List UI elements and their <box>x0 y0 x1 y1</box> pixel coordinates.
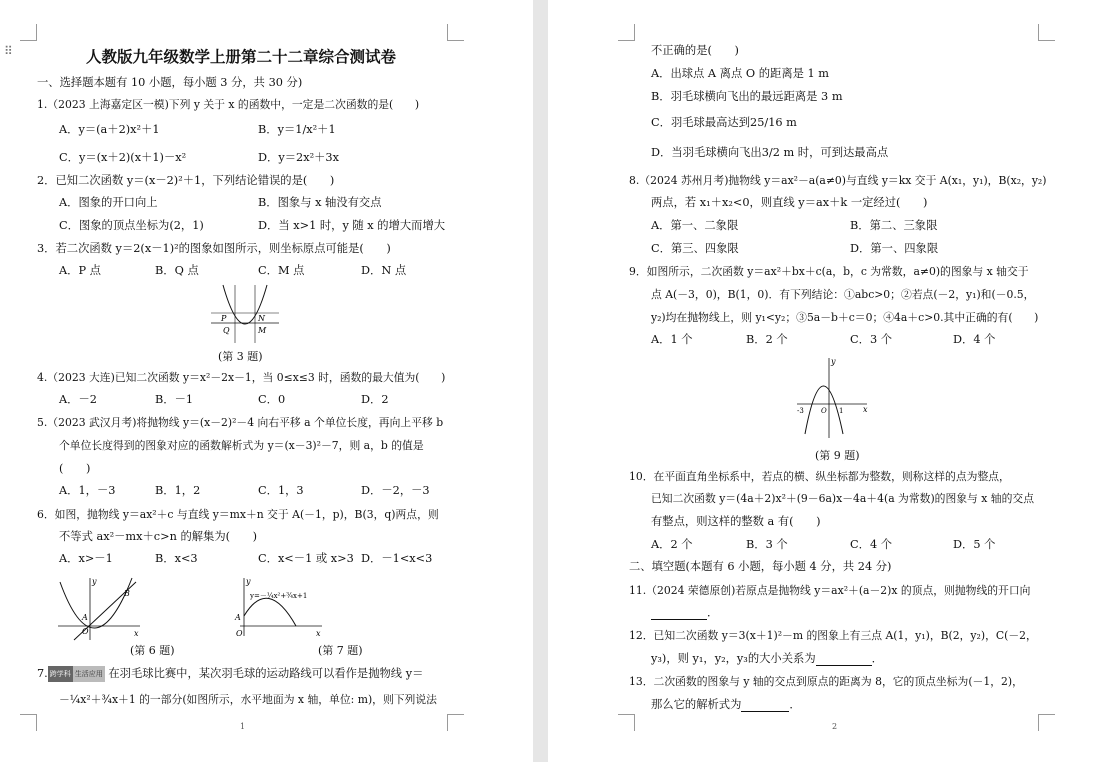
option-d: D．5 个 <box>953 538 996 551</box>
page-title: 人教版九年级数学上册第二十二章综合测试卷 <box>86 48 397 66</box>
question-8-line-2: 两点，若 x₁＋x₂<0，则直线 y＝ax＋k 一定经过( ) <box>651 196 928 209</box>
crop-mark <box>20 24 37 41</box>
tag-badge: 跨学科 <box>48 666 73 682</box>
option-c: C．M 点 <box>258 264 305 277</box>
option-c: C．y＝(x＋2)(x＋1)－x² <box>59 151 187 164</box>
question-10-line-1: 10．在平面直角坐标系中，若点的横、纵坐标都为整数，则称这样的点为整点， <box>629 470 1010 483</box>
question-7-line-2: －¼x²＋¾x＋1 的一部分(如图所示，水平地面为 x 轴，单位: m)，则下列说法 <box>59 693 437 706</box>
option-d: D．当 x>1 时，y 随 x 的增大而增大 <box>258 219 446 232</box>
option-c: C．羽毛球最高达到25/16 m <box>651 116 797 129</box>
answer-blank[interactable] <box>741 700 789 712</box>
question-4: 4.（2023 大连)已知二次函数 y＝x²－2x－1，当 0≤x≤3 时，函数的最大值为( ) <box>37 371 446 384</box>
answer-blank[interactable] <box>651 608 707 620</box>
crop-mark <box>447 714 464 731</box>
option-b: B．羽毛球横向飞出的最远距离是 3 m <box>651 90 843 103</box>
question-5-line-1: 5.（2023 武汉月考)将抛物线 y＝(x－2)²－4 向右平移 a 个单位长度，再向上平移 b <box>37 416 444 429</box>
label-x: x <box>134 629 139 638</box>
option-b: B．Q 点 <box>155 264 199 277</box>
figure-9-caption: (第 9 题) <box>815 449 860 462</box>
section-heading: 一、选择题本题有 10 小题，每小题 3 分，共 30 分) <box>37 76 303 89</box>
question-11-line-1: 11.（2024 荣德原创)若原点是抛物线 y＝ax²＋(a－2)x 的顶点，则抛物线的开口向 <box>629 584 1031 597</box>
option-d: D．N 点 <box>361 264 407 277</box>
option-b: B．图象与 x 轴没有交点 <box>258 196 382 209</box>
question-11-line-2: ． <box>651 606 718 620</box>
question-7-line-1 <box>37 666 423 682</box>
option-a: A．第一、二象限 <box>651 219 739 232</box>
figure-3-caption: (第 3 题) <box>218 350 263 363</box>
option-a: A．P 点 <box>59 264 101 277</box>
question-1: 1.（2023 上海嘉定区一模)下列 y 关于 x 的函数中，一定是二次函数的是( ) <box>37 98 420 111</box>
question-5-line-3: ( ) <box>59 462 91 475</box>
option-b: B．3 个 <box>746 538 788 551</box>
question-13-line-2: 那么它的解析式为 ． <box>651 698 801 711</box>
crop-mark <box>20 714 37 731</box>
option-d: D．－2，－3 <box>361 484 430 497</box>
option-d: D．当羽毛球横向飞出3/2 m 时，可到达最高点 <box>651 146 889 159</box>
question-3: 3．若二次函数 y＝2(x－1)²的图象如图所示，则坐标原点可能是( ) <box>37 242 391 255</box>
question-9-line-3: y₂)均在抛物线上，则 y₁<y₂；③5a－b＋c＝0；④4a＋c>0.其中正确的有( ) <box>651 311 1039 324</box>
curve-equation: y=－¼x²+¾x+1 <box>250 592 308 600</box>
figure-3-parabola <box>205 283 285 345</box>
label-p: P <box>221 314 227 323</box>
option-b: B．－1 <box>155 393 194 406</box>
question-9-line-2: 点 A(－3，0)，B(1，0)．有下列结论：①abc>0；②若点(－2，y₁)和(－0.5， <box>651 288 1035 301</box>
page-number: 2 <box>832 722 838 731</box>
question-13-line-1: 13．二次函数的图象与 y 轴的交点到原点的距离为 8，它的顶点坐标为(－1，2)， <box>629 675 1023 688</box>
option-a: A．1 个 <box>651 333 693 346</box>
label-n: N <box>258 314 265 323</box>
option-d: D．y＝2x²＋3x <box>258 151 339 164</box>
crop-mark <box>618 714 635 731</box>
option-a: A．x>－1 <box>59 552 113 565</box>
option-d: D．第一、四象限 <box>850 242 939 255</box>
label-o: O <box>821 407 827 415</box>
crop-mark <box>618 24 635 41</box>
option-d: D．－1<x<3 <box>361 552 433 565</box>
question-7-text: 在羽毛球比赛中，某次羽毛球的运动路线可以看作是抛物线 y＝ <box>108 667 424 680</box>
page-1 <box>0 0 533 762</box>
question-7-line-3: 不正确的是( ) <box>651 44 739 57</box>
option-c: C．0 <box>258 393 286 406</box>
question-9-line-1: 9．如图所示，二次函数 y＝ax²＋bx＋c(a，b，c 为常数，a≠0)的图象与 x 轴交于 <box>629 265 1029 278</box>
option-a: A．y＝(a＋2)x²＋1 <box>59 123 160 136</box>
option-c: C．3 个 <box>850 333 893 346</box>
option-c: C．图象的顶点坐标为(2，1) <box>59 219 204 232</box>
option-d: D．4 个 <box>953 333 996 346</box>
label-a: A <box>235 613 241 622</box>
figure-6-caption: (第 6 题) <box>130 644 175 657</box>
option-b: B．1，2 <box>155 484 201 497</box>
label-minus-3: -3 <box>797 407 804 415</box>
option-a: A．－2 <box>59 393 97 406</box>
option-c: C．第三、四象限 <box>651 242 739 255</box>
option-b: B．x<3 <box>155 552 198 565</box>
question-number: 7. <box>37 667 48 680</box>
option-b: B．第二、三象限 <box>850 219 938 232</box>
figure-9-parabola <box>793 354 873 440</box>
option-c: C．4 个 <box>850 538 893 551</box>
option-a: A．2 个 <box>651 538 693 551</box>
figure-7-caption: (第 7 题) <box>318 644 363 657</box>
crop-mark <box>447 24 464 41</box>
answer-blank[interactable] <box>816 654 872 666</box>
figure-6-graph <box>54 576 144 642</box>
option-a: A．出球点 A 离点 O 的距离是 1 m <box>651 67 829 80</box>
label-a: A <box>82 613 88 622</box>
option-d: D．2 <box>361 393 389 406</box>
option-c: C．1，3 <box>258 484 304 497</box>
question-12-line-2: y₃)，则 y₁，y₂，y₃的大小关系为 ． <box>651 652 883 665</box>
label-o: O <box>236 629 243 638</box>
question-6-line-1: 6．如图，抛物线 y＝ax²＋c 与直线 y＝mx＋n 交于 A(－1，p)，B(3，q)两点，则 <box>37 508 439 521</box>
question-10-line-3: 有整点，则这样的整数 a 有( ) <box>651 515 821 528</box>
label-q: Q <box>223 326 230 335</box>
question-8-line-1: 8.（2024 苏州月考)抛物线 y＝ax²－a(a≠0)与直线 y＝kx 交于 A(x₁，y₁)，B(x₂，y₂) <box>629 174 1047 187</box>
crop-mark <box>1038 714 1055 731</box>
label-o: O <box>82 627 89 636</box>
tag-badge: 生活应用 <box>73 666 105 682</box>
question-12-line-1: 12．已知二次函数 y＝3(x＋1)²－m 的图象上有三点 A(1，y₁)，B(2，y₂)，C(－2， <box>629 629 1037 642</box>
question-2: 2．已知二次函数 y＝(x－2)²＋1，下列结论错误的是( ) <box>37 174 335 187</box>
section-heading: 二、填空题(本题有 6 小题，每小题 4 分，共 24 分) <box>629 560 892 573</box>
label-m: M <box>258 326 267 335</box>
drag-handle-icon[interactable]: ⠿ <box>4 44 13 58</box>
page-2 <box>548 0 1117 762</box>
figure-7-graph <box>232 576 327 642</box>
label-y: y <box>92 577 97 586</box>
label-1: 1 <box>839 407 844 415</box>
label-y: y <box>246 577 251 586</box>
question-5-line-2: 个单位长度得到的图象对应的函数解析式为 y＝(x－3)²－7，则 a，b 的值是 <box>59 439 424 452</box>
question-6-line-2: 不等式 ax²－mx＋c>n 的解集为( ) <box>59 530 258 543</box>
option-a: A．1，－3 <box>59 484 116 497</box>
page-number: 1 <box>240 722 246 731</box>
label-x: x <box>863 405 868 414</box>
label-b: B <box>124 589 130 598</box>
option-c: C．x<－1 或 x>3 <box>258 552 354 565</box>
option-a: A．图象的开口向上 <box>59 196 158 209</box>
crop-mark <box>1038 24 1055 41</box>
label-x: x <box>316 629 321 638</box>
option-b: B．2 个 <box>746 333 788 346</box>
label-y: y <box>831 357 836 366</box>
option-b: B．y＝1/x²＋1 <box>258 123 336 136</box>
question-10-line-2: 已知二次函数 y＝(4a＋2)x²＋(9－6a)x－4a＋4(a 为常数)的图象与 x 轴的交点 <box>651 492 1034 505</box>
